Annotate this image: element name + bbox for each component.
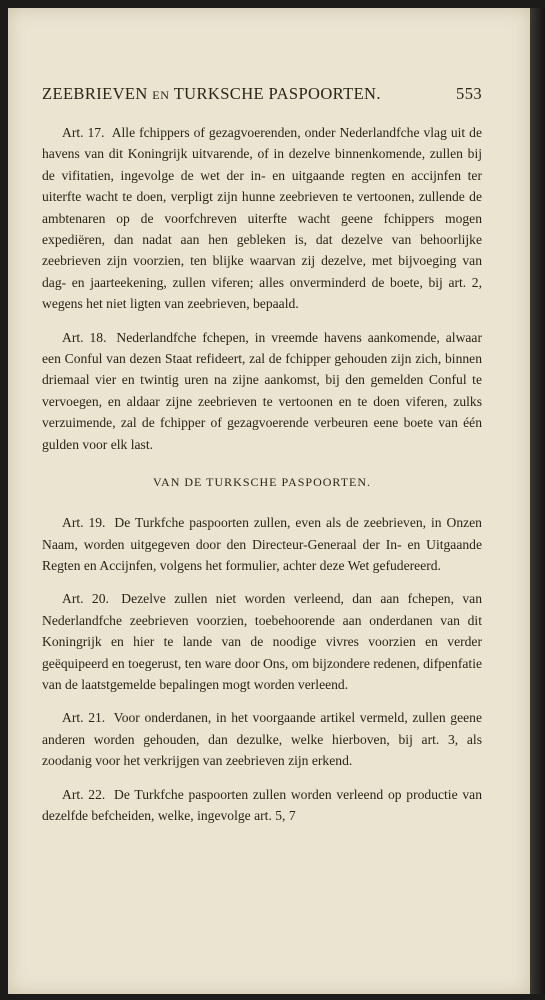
article-text: De Turkfche paspoorten zullen, even als de zeebrieven, in Onzen Naam, worden uitgegeven door den Directeur-Generaal der In- en Uitgaande Regten en Accijnfen, volgens het formulier, achter deze Wet gefudereerd.: [42, 515, 482, 573]
article-text: Nederlandfche fchepen, in vreemde havens aankomende, alwaar een Conful van dezen Staat refideert, zal de fchipper gehouden zijn zich, binnen driemaal vier en twintig uren na zijne aankomst, bij den gemelden Conful te vervoegen, en aldaar zijne zeebrieven te vertoonen en te doen viferen, zulks verzuimende, zal de fchipper of gezagvoerende verbeuren eene boete van één gulden voor elk last.: [42, 329, 482, 452]
section-heading: VAN DE TURKSCHE PASPOORTEN.: [152, 475, 372, 490]
article-text: Alle fchippers of gezagvoerenden, onder Nederlandfche vlag uit de havens van dit Koningrijk uitvarende, of in dezelve binnenkomende, zullen bij de vifitatien, ingevolge de wet der in- en uitgaande regten en accijnfen ter uiterfte wacht te doen, verpligt zijn hunne zeebrieven te vertoonen, zullende de ambtenaren op de voorfchreven uiterfte wacht geene fchippers mogen expediëren, dan nadat aan hen gebleken is, dat dezelve van behoorlijke zeebrieven zijn voorzien, ten blijke waarvan zij dezelve, met bijvoeging van dag- en jaarteekening, zullen viferen; alles onverminderd de boete, bij art. 2, wegens het niet ligten van zeebrieven, bepaald.: [42, 125, 482, 312]
running-title: ZEEBRIEVEN EN TURKSCHE PASPOORTEN.: [42, 84, 381, 103]
article-22: [42, 784, 482, 827]
running-head: [42, 84, 482, 104]
article-17: [42, 122, 482, 315]
article-19: [42, 512, 482, 576]
article-20: [42, 588, 482, 695]
article-text: De Turkfche paspoorten zullen worden verleend op productie van dezelfde befcheiden, welke, ingevolge art. 5, 7: [42, 786, 483, 823]
article-label: Art. 20.: [62, 591, 109, 607]
article-label: Art. 17.: [62, 125, 105, 140]
page-number: 553: [456, 84, 482, 103]
article-label: Art. 18.: [62, 329, 107, 345]
article-text: Voor onderdanen, in het voorgaande artikel vermeld, zullen geene anderen worden gehouden, dan dezulke, welke hierboven, bij art. 3, als zoodanig voor het verkrijgen van zeebrieven zijn erkend.: [42, 710, 482, 769]
page-content: [42, 84, 482, 838]
article-label: Art. 21.: [62, 710, 106, 726]
article-label: Art. 19.: [62, 515, 106, 531]
page-edge-shadow: [530, 8, 545, 994]
article-21: [42, 707, 482, 771]
article-text: Dezelve zullen niet worden verleend, dan aan fchepen, van Nederlandfche zeebrieven voorzien, toebehoorende aan onderdanen van dit Koningrijk en hier te lande van de noodige vivres voorzien en verder geëquipeerd en toegerust, ten ware door Ons, om bijzondere redenen, difpenfatie van de laatstgemelde bepalingen mogt worden verleend.: [42, 591, 482, 692]
article-18: [42, 327, 482, 455]
article-label: Art. 22.: [62, 786, 106, 802]
